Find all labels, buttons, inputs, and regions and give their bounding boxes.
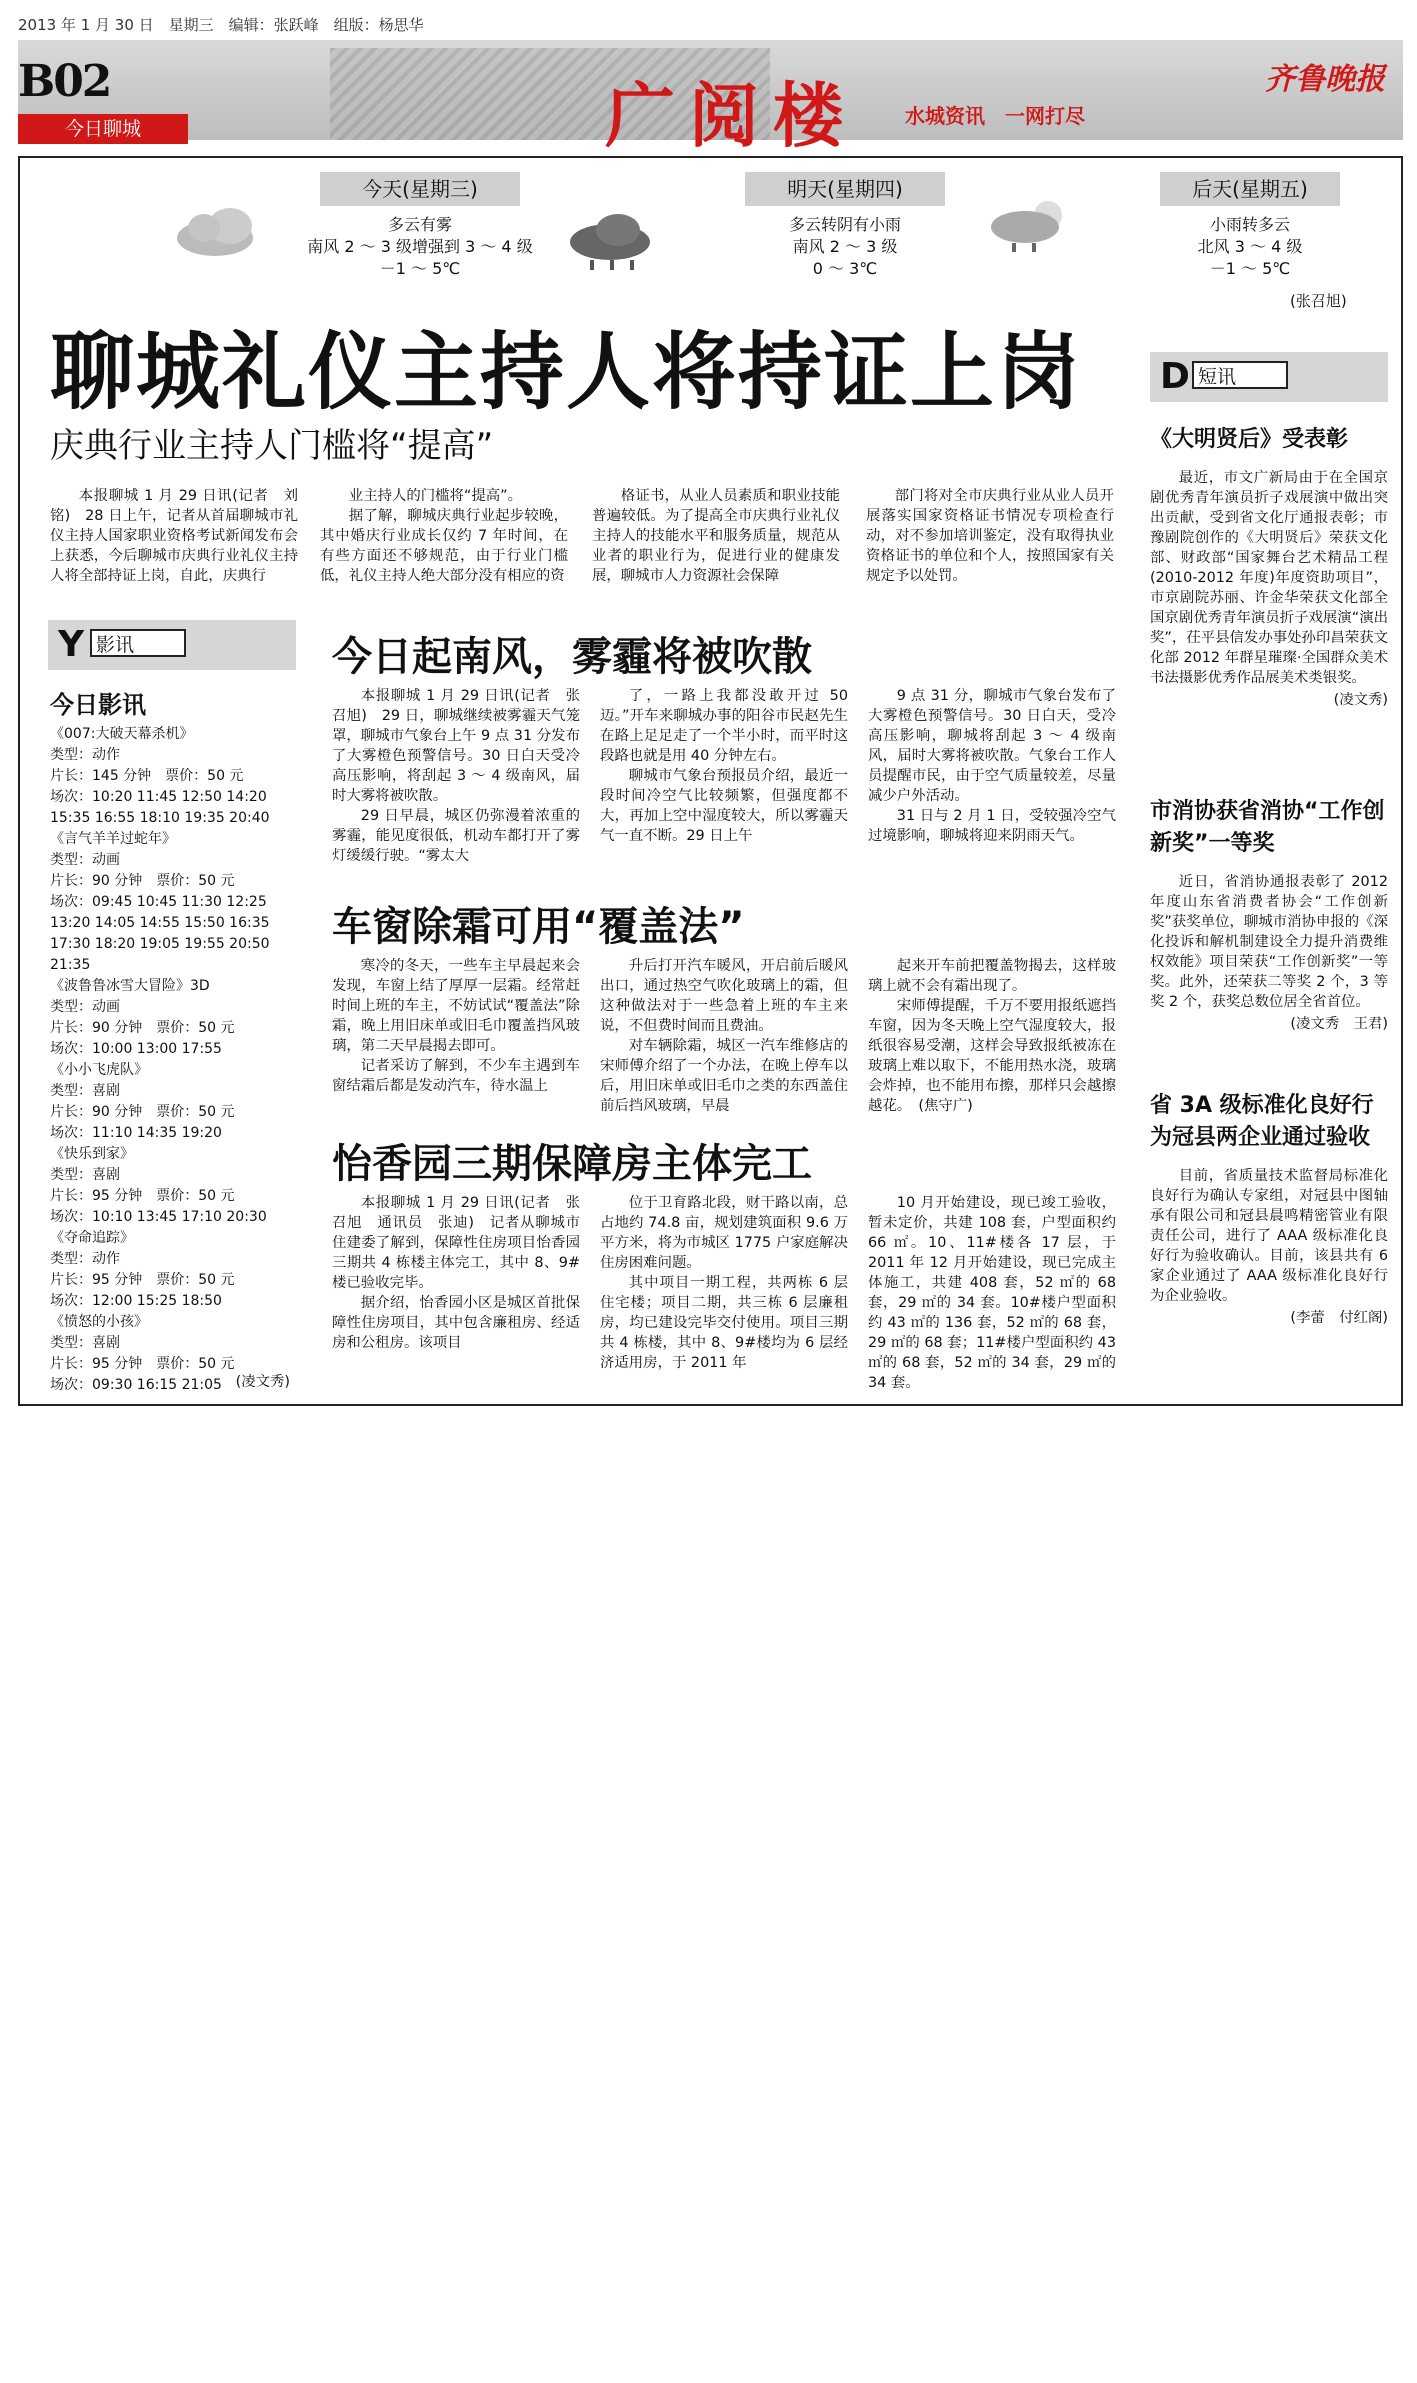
article-text: 本报聊城 1 月 29 日讯(记者 张召旭 通讯员 张迪) 记者从聊城市住建委了解到，保障性住房项目怡香园三期共 4 栋楼主体完工，其中 8、9#楼已验收完毕。 <box>332 1195 580 1291</box>
article-text: 其中项目一期工程，共两栋 6 层住宅楼；项目二期，共三栋 6 层廉租房，均已建设完毕交付使用。项目三期共 4 栋楼，其中 8、9#楼均为 6 层经济适用房，于 2011 年 <box>600 1275 848 1371</box>
brief-item <box>1150 1090 1388 1327</box>
brief-credit: (凌文秀) <box>1333 692 1388 708</box>
lead-column-3 <box>592 486 840 586</box>
movie-line: 类型：动作 <box>50 1251 120 1267</box>
weather-temp: －1 ～ 5℃ <box>379 259 461 278</box>
article-column <box>868 956 1116 1116</box>
lead-column-2 <box>320 486 568 586</box>
page-code: B02 <box>18 56 111 107</box>
article-text: 本报聊城 1 月 29 日讯(记者 张召旭) 29 日，聊城继续被雾霾天气笼罩，聊城市气象台上午 9 点 31 分发布了大雾橙色预警信号。30 日白天受冷高压影响，将刮起 3 ～ 4 级南风，届时大雾将被吹散。 <box>332 688 580 804</box>
article-text: 据介绍，怡香园小区是城区首批保障性住房项目，其中包含廉租房、经适房和公租房。该项目 <box>332 1295 580 1351</box>
article-text: 29 日早晨，城区仍弥漫着浓重的雾霾，能见度很低，机动车都打开了雾灯缓缓行驶。“雾太大 <box>332 808 580 864</box>
brief-credit: (李蕾 付红阁) <box>1290 1310 1388 1326</box>
article-text: 寒冷的冬天，一些车主早晨起来会发现，车窗上结了厚厚一层霜。经常赶时间上班的车主，不妨试试“覆盖法”除霜，晚上用旧床单或旧毛巾覆盖挡风玻璃，第二天早晨揭去即可。 <box>332 958 580 1054</box>
movie-line: 《愤怒的小孩》 <box>50 1314 148 1330</box>
brief-title: 《大明贤后》受表彰 <box>1150 427 1349 452</box>
lead-text: 据了解，聊城庆典行业起步较晚，其中婚庆行业成长仅约 7 年时间，在有些方面还不够规范，由于行业门槛低，礼仪主持人绝大部分没有相应的资 <box>320 508 568 584</box>
article-column <box>600 686 848 846</box>
article-text: 9 点 31 分，聊城市气象台发布了大雾橙色预警信号。30 日白天，受冷高压影响，聊城将刮起 3 ～ 4 级南风，届时大雾将被吹散。气象台工作人员提醒市民，由于空气质量较差，尽量减少户外活动。 <box>868 688 1116 804</box>
article-text: 对车辆除霜，城区一汽车维修店的宋师傅介绍了一个办法，在晚上停车以后，用旧床单或旧毛巾之类的东西盖住前后挡风玻璃，早晨 <box>600 1038 848 1114</box>
movie-credit: (凌文秀) <box>235 1374 290 1390</box>
weather-temp: －1 ～ 5℃ <box>1209 259 1291 278</box>
paper-logo: 齐鲁晚报 <box>1265 62 1385 97</box>
movie-line: 类型：喜剧 <box>50 1167 120 1183</box>
brief-item <box>1150 424 1388 709</box>
movie-line: 场次：10:10 13:45 17:10 20:30 <box>50 1209 267 1225</box>
movie-line: 《007:大破天幕杀机》 <box>50 726 194 742</box>
movie-line: 《夺命追踪》 <box>50 1230 134 1246</box>
lead-text: 部门将对全市庆典行业从业人员开展落实国家资格证书情况专项检查行动，对不参加培训鉴定，没有取得执业资格证书的单位和个人，按照国家有关规定予以处罚。 <box>866 488 1114 584</box>
section-tab: 今日聊城 <box>18 114 188 144</box>
movie-title: 今日影讯 <box>50 691 146 719</box>
movie-line: 场次：11:10 14:35 19:20 <box>50 1125 222 1141</box>
weather-day-label: 明天(星期四) <box>745 172 945 206</box>
movie-line: 类型：动画 <box>50 999 120 1015</box>
article-column <box>332 686 580 866</box>
movie-line: 类型：喜剧 <box>50 1335 120 1351</box>
movie-line: 片长：90 分钟 票价：50 元 <box>50 1104 235 1120</box>
movie-line: 片长：90 分钟 票价：50 元 <box>50 873 235 889</box>
movie-line: 类型：喜剧 <box>50 1083 120 1099</box>
movie-line: 场次：09:30 16:15 21:05 <box>50 1377 222 1393</box>
lead-text: 业主持人的门槛将“提高”。 <box>348 488 523 504</box>
weather-wind: 北风 3 ～ 4 级 <box>1197 237 1303 256</box>
lead-text: 格证书，从业人员素质和职业技能普遍较低。为了提高全市庆典行业礼仪主持人的技能水平和服务质量，规范从业者的职业行为，促进行业的健康发展，聊城市人力资源社会保障 <box>592 488 840 584</box>
weather-day-label: 后天(星期五) <box>1160 172 1340 206</box>
article-column <box>868 1193 1116 1393</box>
article-title: 今日起南风，雾霾将被吹散 <box>332 634 812 680</box>
movie-line: 片长：95 分钟 票价：50 元 <box>50 1188 235 1204</box>
weather-desc: 小雨转多云 <box>1209 215 1290 234</box>
lead-text: 本报聊城 1 月 29 日讯(记者 刘铭) 28 日上午，记者从首届聊城市礼仪主持人国家职业资格考试新闻发布会上获悉，今后聊城市庆典行业礼仪主持人将全部持证上岗，自此，庆典行 <box>50 488 298 584</box>
article-column <box>868 686 1116 846</box>
brief-title: 市消协获省消协“工作创新奖”一等奖 <box>1150 799 1385 856</box>
article-text: 位于卫育路北段，财干路以南，总占地约 74.8 亩，规划建筑面积 9.6 万平方米，将为市城区 1775 户家庭解决住房困难问题。 <box>600 1195 848 1271</box>
lead-subhead: 庆典行业主持人门槛将“提高” <box>50 426 494 466</box>
article-title: 车窗除霜可用“覆盖法” <box>332 904 745 950</box>
article-title: 怡香园三期保障房主体完工 <box>332 1141 812 1187</box>
movie-box-header <box>48 620 296 670</box>
article-text: 升后打开汽车暖风，开启前后暖风出口，通过热空气吹化玻璃上的霜，但这种做法对于一些急着上班的车主来说，不但费时间而且费油。 <box>600 958 848 1034</box>
box-tag: 短讯 <box>1192 361 1288 389</box>
movie-line: 类型：动画 <box>50 852 120 868</box>
rain-cloud-icon <box>560 212 660 272</box>
banner-slogan: 水城资讯 一网打尽 <box>905 104 1085 128</box>
movie-line: 片长：95 分钟 票价：50 元 <box>50 1356 235 1372</box>
movie-line: 片长：145 分钟 票价：50 元 <box>50 768 244 784</box>
movie-line: 片长：90 分钟 票价：50 元 <box>50 1020 235 1036</box>
article-text: 宋师傅提醒，千万不要用报纸遮挡车窗，因为冬天晚上空气湿度较大，报纸很容易受潮，这样会导致报纸被冻在玻璃上难以取下，不能用热水浇，玻璃会炸掉，也不能用布擦，那样只会越擦越花。 (焦守广) <box>868 998 1116 1114</box>
movie-line: 《小小飞虎队》 <box>50 1062 148 1078</box>
box-letter: D <box>1160 356 1190 397</box>
brief-text: 近日，省消协通报表彰了 2012 年度山东省消费者协会“工作创新奖”获奖单位，聊城市消协申报的《深化投诉和解机制建设全力提升消费维权效能》项目荣获“工作创新奖”一等奖。此外，还荣获二等奖 2 个，3 等奖 2 个，获奖总数位居全省首位。 <box>1150 874 1388 1010</box>
lead-column-1 <box>50 486 298 586</box>
movie-line: 场次：10:00 13:00 17:55 <box>50 1041 222 1057</box>
weather-wind: 南风 2 ～ 3 级增强到 3 ～ 4 级 <box>307 237 533 256</box>
weather-day-1 <box>307 172 533 280</box>
weather-day-label: 今天(星期三) <box>320 172 520 206</box>
rain-sun-cloud-icon <box>980 195 1080 255</box>
weather-desc: 多云转阴有小雨 <box>788 215 901 234</box>
weather-temp: 0 ～ 3℃ <box>812 259 878 278</box>
movie-line: 《快乐到家》 <box>50 1146 134 1162</box>
movie-line: 场次：09:45 10:45 11:30 12:25 13:20 14:05 14:55 15:50 16:35 17:30 18:20 19:05 19:55 20:50 21:35 <box>50 894 270 973</box>
article-text: 31 日与 2 月 1 日，受较强冷空气过境影响，聊城将迎来阴雨天气。 <box>868 808 1116 844</box>
brief-credit: (凌文秀 王君) <box>1290 1016 1388 1032</box>
movie-line: 片长：95 分钟 票价：50 元 <box>50 1272 235 1288</box>
movie-line: 《言气羊羊过蛇年》 <box>50 831 176 847</box>
movie-list <box>50 724 298 1396</box>
lead-headline: 聊城礼仪主持人将持证上岗 <box>50 323 1083 421</box>
article-column <box>332 956 580 1096</box>
lead-column-4 <box>866 486 1114 586</box>
movie-line: 场次：12:00 15:25 18:50 <box>50 1293 222 1309</box>
article-text: 聊城市气象台预报员介绍，最近一段时间冷空气比较频繁，但强度都不大，再加上空中湿度较大，所以雾霾天气一直不断。29 日上午 <box>600 768 848 844</box>
banner-title: 广阅楼 <box>605 74 857 157</box>
article-text: 起来开车前把覆盖物揭去，这样玻璃上就不会有霜出现了。 <box>868 958 1116 994</box>
article-text: 记者采访了解到，不少车主遇到车窗结霜后都是发动汽车，待水温上 <box>332 1058 580 1094</box>
issue-meta: 2013 年 1 月 30 日 星期三 编辑：张跃峰 组版：杨思华 <box>18 16 424 34</box>
article-text: 10 月开始建设，现已竣工验收，暂未定价，共建 108 套，户型面积约 66 ㎡。10、11#楼各 17 层，于 2011 年 12 月开始建设，现已完成主体施工，共建 408 套，52 ㎡的 68 套，29 ㎡的 34 套。10#楼户型面积约 43 ㎡的 136 套，52 ㎡的 68 套，29 ㎡的 68 套；11#楼户型面积约 43 ㎡的 68 套，52 ㎡的 34 套，29 ㎡的 34 套。 <box>868 1195 1116 1391</box>
brief-item <box>1150 796 1388 1033</box>
cloud-icon <box>170 200 270 260</box>
weather-day-3 <box>1160 172 1340 280</box>
article-column <box>600 1193 848 1373</box>
movie-line: 场次：10:20 11:45 12:50 14:20 15:35 16:55 18:10 19:35 20:40 <box>50 789 270 826</box>
weather-credit: (张召旭) <box>1290 292 1347 310</box>
weather-desc: 多云有雾 <box>387 215 452 234</box>
box-tag: 影讯 <box>90 629 186 657</box>
weather-day-2 <box>745 172 945 280</box>
movie-line: 《波鲁鲁冰雪大冒险》3D <box>50 978 210 994</box>
article-column <box>600 956 848 1116</box>
movie-line: 类型：动作 <box>50 747 120 763</box>
article-column <box>332 1193 580 1353</box>
brief-box-header <box>1150 352 1388 402</box>
brief-title: 省 3A 级标准化良好行为冠县两企业通过验收 <box>1150 1093 1374 1150</box>
brief-text: 最近，市文广新局由于在全国京剧优秀青年演员折子戏展演中做出突出贡献，受到省文化厅通报表彰；市豫剧院创作的《大明贤后》荣获文化部、财政部“国家舞台艺术精品工程(2010-2012 年度)年度资助项目”，市京剧院苏丽、许金华荣获文化部全国京剧优秀青年演员折子戏展演“演出奖”，茌平县信发办事处孙印昌荣获文化部 2012 年群星璀璨·全国群众美术书法摄影优秀作品展美术类银奖。 <box>1150 470 1388 686</box>
brief-text: 目前，省质量技术监督局标准化良好行为确认专家组，对冠县中图轴承有限公司和冠县晨鸣精密管业有限责任公司，进行了 AAA 级标准化良好行为验收确认。目前，该县共有 6 家企业通过了 AAA 级标准化良好行为企业验收。 <box>1150 1168 1388 1304</box>
weather-wind: 南风 2 ～ 3 级 <box>792 237 898 256</box>
article-text: 了，一路上我都没敢开过 50 迈。”开车来聊城办事的阳谷市民赵先生在路上足足走了一个半小时，而平时这段路也就是用 40 分钟左右。 <box>600 688 848 764</box>
box-letter: Y <box>58 624 85 665</box>
